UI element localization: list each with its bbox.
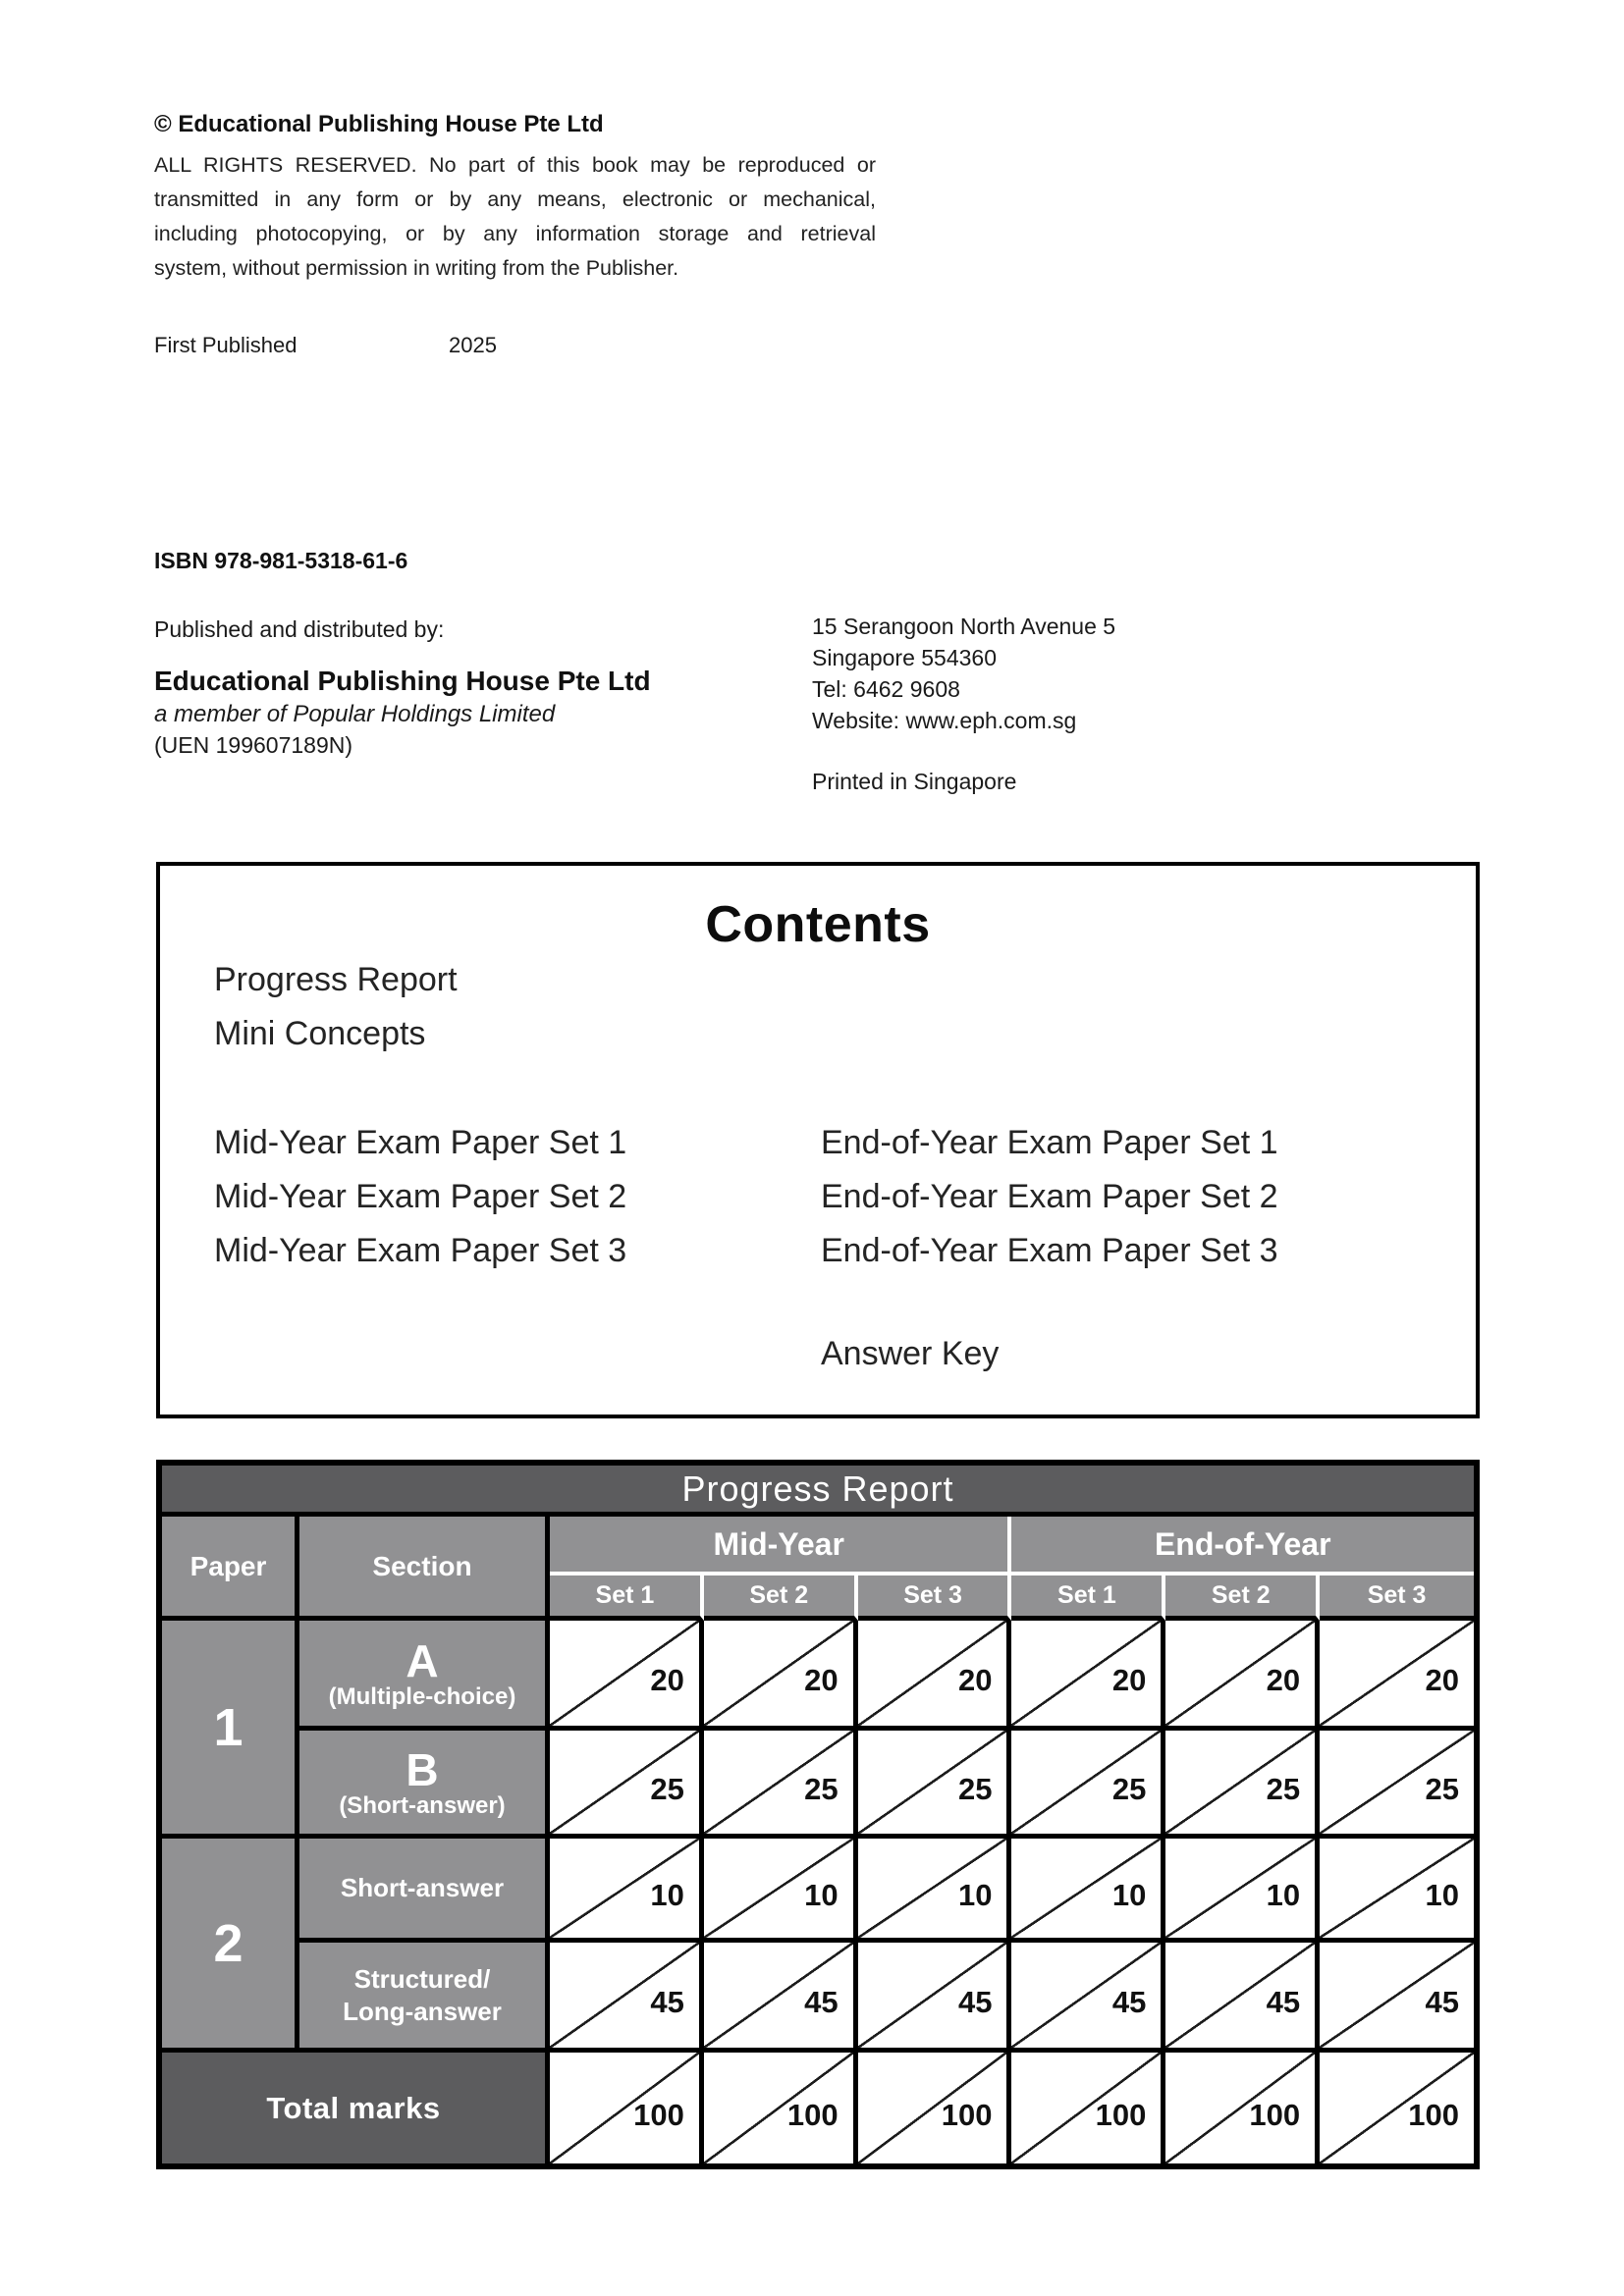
mark-cell: 25 <box>704 1731 858 1839</box>
header-set: Set 3 <box>858 1575 1012 1621</box>
contents-title: Contents <box>705 896 931 953</box>
total-marks-label: Total marks <box>162 2053 550 2163</box>
publisher-uen: (UEN 199607189N) <box>154 732 353 758</box>
contents-item: Mini Concepts <box>214 1015 426 1052</box>
contents-item: End-of-Year Exam Paper Set 1 <box>821 1124 1278 1161</box>
section-short-answer-label: Short-answer <box>299 1839 550 1943</box>
header-set: Set 1 <box>550 1575 704 1621</box>
progress-report-table <box>156 1460 1480 2169</box>
mark-cell: 25 <box>1011 1731 1165 1839</box>
publisher-name: Educational Publishing House Pte Ltd <box>154 666 651 696</box>
copyright-line: transmitted in any form or by any means, electronic or mechanical, <box>154 187 876 211</box>
mark-cell: 25 <box>550 1731 704 1839</box>
total-mark-cell: 100 <box>1011 2053 1165 2163</box>
total-mark-cell: 100 <box>704 2053 858 2163</box>
contents-item: Mid-Year Exam Paper Set 1 <box>214 1124 627 1161</box>
mark-cell: 10 <box>704 1839 858 1943</box>
header-paper: Paper <box>162 1517 299 1621</box>
mark-cell: 20 <box>1011 1621 1165 1731</box>
address-line: Website: www.eph.com.sg <box>812 708 1077 733</box>
mark-cell: 10 <box>1320 1839 1474 1943</box>
contents-top-items <box>214 953 458 1061</box>
contents-item: Mid-Year Exam Paper Set 3 <box>214 1232 627 1269</box>
contents-item: Mid-Year Exam Paper Set 2 <box>214 1178 627 1215</box>
mark-cell: 45 <box>704 1943 858 2053</box>
section-b-letter: B <box>406 1743 439 1795</box>
copyright-line: including photocopying, or by any information storage and retrieval <box>154 222 876 245</box>
section-b-sub: (Short-answer) <box>339 1792 506 1820</box>
header-section: Section <box>299 1517 550 1621</box>
contents-box <box>156 862 1480 1418</box>
first-published-year: 2025 <box>449 333 497 357</box>
mark-cell: 45 <box>1320 1943 1474 2053</box>
table-title: Progress Report <box>162 1466 1474 1517</box>
total-mark-cell: 100 <box>550 2053 704 2163</box>
copyright-paragraph <box>154 148 876 286</box>
contents-item: Progress Report <box>214 961 458 998</box>
mark-cell: 45 <box>550 1943 704 2053</box>
section-a-sub: (Multiple-choice) <box>328 1683 516 1711</box>
contents-item: End-of-Year Exam Paper Set 3 <box>821 1232 1278 1269</box>
section-a-label <box>299 1621 550 1731</box>
copyright-line: system, without permission in writing from the Publisher. <box>154 256 679 280</box>
header-set: Set 2 <box>1165 1575 1320 1621</box>
address-line: Tel: 6462 9608 <box>812 676 960 702</box>
copyright-title: © Educational Publishing House Pte Ltd <box>154 111 604 137</box>
mark-cell: 45 <box>858 1943 1012 2053</box>
section-structured-label: Structured/ Long-answer <box>299 1943 550 2053</box>
isbn: ISBN 978-981-5318-61-6 <box>154 548 408 573</box>
address-line: 15 Serangoon North Avenue 5 <box>812 614 1116 639</box>
mark-cell: 10 <box>858 1839 1012 1943</box>
mark-cell: 20 <box>704 1621 858 1731</box>
mark-cell: 20 <box>550 1621 704 1731</box>
publisher-subtitle: a member of Popular Holdings Limited <box>154 701 556 727</box>
address-line: Singapore 554360 <box>812 645 997 670</box>
publisher-address <box>812 611 1115 736</box>
mark-cell: 25 <box>1165 1731 1320 1839</box>
copyright-line: ALL RIGHTS RESERVED. No part of this book may be reproduced or <box>154 153 876 177</box>
mark-cell: 45 <box>1165 1943 1320 2053</box>
total-mark-cell: 100 <box>1165 2053 1320 2163</box>
printed-in: Printed in Singapore <box>812 769 1017 794</box>
mark-cell: 10 <box>1011 1839 1165 1943</box>
header-endyear: End-of-Year <box>1011 1517 1474 1575</box>
header-set: Set 2 <box>704 1575 858 1621</box>
contents-item: End-of-Year Exam Paper Set 2 <box>821 1178 1278 1215</box>
mark-cell: 20 <box>1165 1621 1320 1731</box>
paper-2-number: 2 <box>162 1839 299 2053</box>
first-published-label: First Published <box>154 333 298 357</box>
header-set: Set 1 <box>1011 1575 1165 1621</box>
header-midyear: Mid-Year <box>550 1517 1011 1575</box>
contents-answer-key: Answer Key <box>821 1335 1000 1372</box>
total-mark-cell: 100 <box>1320 2053 1474 2163</box>
paper-1-number: 1 <box>162 1621 299 1839</box>
mark-cell: 25 <box>1320 1731 1474 1839</box>
header-set: Set 3 <box>1320 1575 1474 1621</box>
published-by-label: Published and distributed by: <box>154 616 445 642</box>
mark-cell: 10 <box>1165 1839 1320 1943</box>
total-mark-cell: 100 <box>858 2053 1012 2163</box>
contents-endyear-items <box>821 1116 1278 1278</box>
section-a-letter: A <box>406 1634 439 1686</box>
mark-cell: 25 <box>858 1731 1012 1839</box>
section-b-label <box>299 1731 550 1839</box>
mark-cell: 20 <box>1320 1621 1474 1731</box>
mark-cell: 10 <box>550 1839 704 1943</box>
contents-midyear-items <box>214 1116 626 1278</box>
mark-cell: 20 <box>858 1621 1012 1731</box>
mark-cell: 45 <box>1011 1943 1165 2053</box>
